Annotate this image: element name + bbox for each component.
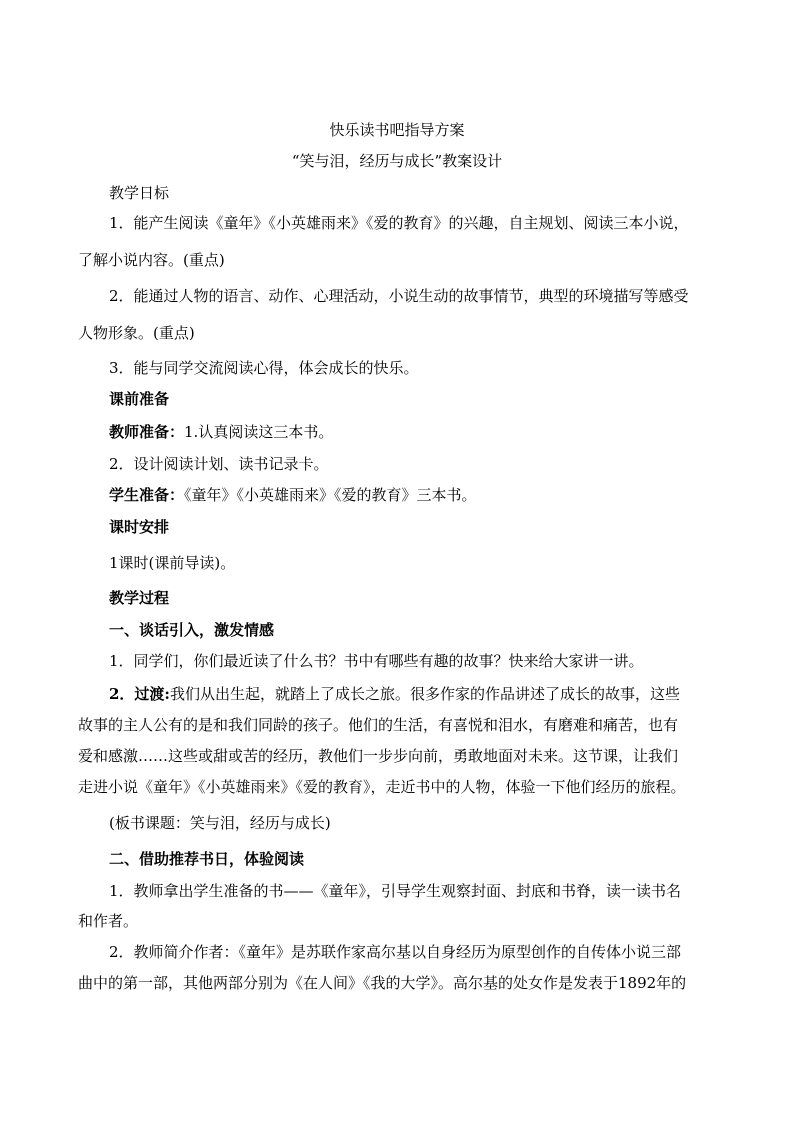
teacher-prep-item-2: 2．设计阅读计划、读书记录卡。 [109, 455, 329, 473]
teacher-prep-line-1 [109, 422, 333, 442]
part-1-item-2-line-3: 爱和感激……这些或甜或苦的经历，教他们一步步向前，勇敢地面对未来。这节课，让我们 [78, 747, 679, 765]
part-2-heading: 二、借助推荐书日，体验阅读 [109, 850, 305, 868]
part-1-item-1: 1．同学们，你们最近读了什么书？书中有哪些有趣的故事？快来给大家讲一讲。 [109, 652, 644, 670]
goal-1-line-2: 了解小说内容。(重点) [78, 251, 225, 269]
transition-text: 我们从出生起，就踏上了成长之旅。很多作家的作品讲述了成长的故事，这些 [169, 685, 680, 703]
part-1-item-2-line-2: 故事的主人公有的是和我们同龄的孩子。他们的生活，有喜悦和泪水，有磨难和痛苦，也有 [78, 716, 679, 734]
part-2-item-1-line-1: 1．教师拿出学生准备的书——《童年》，引导学生观察封面、封底和书脊，读一读书名 [109, 882, 682, 900]
board-title: (板书课题：笑与泪，经历与成长) [109, 814, 331, 832]
goal-2-line-2: 人物形象。(重点) [78, 324, 195, 342]
part-2-item-2-line-2: 曲中的第一部，其他两部分别为《在人间》《我的大学》。高尔基的处女作是发表于1892年的 [78, 974, 687, 992]
student-prep-books: 《童年》《小英雄雨来》《爱的教育》三本书。 [184, 486, 477, 504]
section-heading-process: 教学过程 [109, 589, 170, 607]
part-1-heading: 一、谈话引入，激发情感 [109, 621, 275, 639]
teacher-prep-item-1: 1.认真阅读这三本书。 [184, 423, 334, 441]
goal-1-line-1: 1．能产生阅读《童年》《小英雄雨来》《爱的教育》的兴趣，自主规划、阅读三本小说， [109, 214, 689, 232]
part-2-item-2-line-1: 2．教师简介作者：《童年》是苏联作家高尔基以自身经历为原型创作的自传体小说三部 [109, 943, 682, 961]
student-prep-label: 学生准备： [109, 486, 185, 504]
part-2-item-1-line-2: 和作者。 [78, 912, 139, 930]
goal-2-line-1: 2．能通过人物的语言、动作、心理活动，小说生动的故事情节，典型的环境描写等感受 [109, 287, 689, 305]
goal-3: 3．能与同学交流阅读心得，体会成长的快乐。 [109, 359, 419, 377]
teacher-prep-label: 教师准备： [109, 423, 185, 441]
part-1-item-2-line-1 [109, 684, 680, 704]
time-arrangement: 1课时(课前导读)。 [109, 554, 236, 572]
section-heading-time: 课时安排 [109, 518, 170, 536]
part-1-item-2-line-4: 走进小说《童年》《小英雄雨来》《爱的教育》，走近书中的人物，体验一下他们经历的旅程。 [78, 778, 686, 796]
document-title: 快乐读书吧指导方案 [329, 121, 465, 139]
lesson-plan-title: “笑与泪，经历与成长”教案设计 [291, 152, 503, 170]
transition-label: 2．过渡: [109, 685, 170, 703]
student-prep-line [109, 485, 477, 505]
section-heading-goals: 教学日标 [109, 184, 170, 202]
section-heading-prep: 课前准备 [109, 390, 170, 408]
